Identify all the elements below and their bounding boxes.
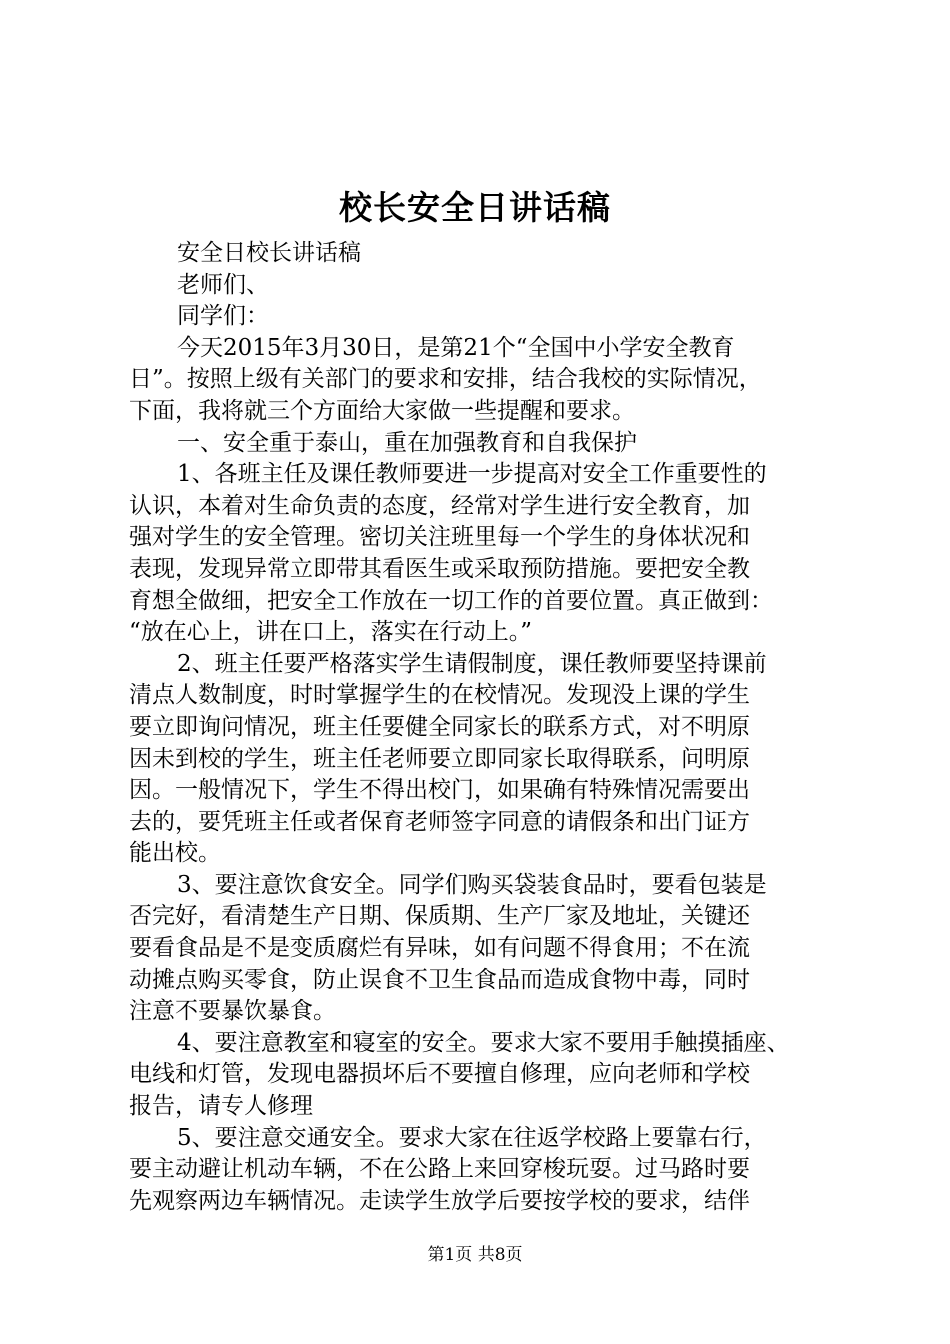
page-number-footer: 第1页 共8页 [427, 1245, 523, 1265]
text-line: 动摊点购买零食，防止误食不卫生食品而造成食物中毒，同时 [129, 966, 750, 993]
text-line: 先观察两边车辆情况。走读学生放学后要按学校的要求，结伴 [129, 1187, 750, 1214]
salutation-students: 同学们： [177, 303, 269, 330]
text-line: 今天2015年3月30日，是第21个“全国中小学安全教育 [177, 334, 735, 361]
text-line: 因未到校的学生，班主任老师要立即同家长取得联系，问明原 [129, 745, 750, 772]
text-line: 1、各班主任及课任教师要进一步提高对安全工作重要性的 [177, 461, 767, 488]
text-line: 3、要注意饮食安全。同学们购买袋装食品时，要看包装是 [177, 871, 767, 898]
text-line: 要看食品是不是变质腐烂有异味，如有问题不得食用；不在流 [129, 935, 750, 962]
text-line: 2、班主任要严格落实学生请假制度，课任教师要坚持课前 [177, 650, 767, 677]
body-text [129, 333, 829, 1218]
text-line: 注意不要暴饮暴食。 [129, 998, 336, 1025]
text-line: 4、要注意教室和寝室的安全。要求大家不要用手触摸插座、 [177, 1029, 790, 1056]
text-line: 报告，请专人修理 [129, 1093, 313, 1120]
text-line: 表现，发现异常立即带其看医生或采取预防措施。要把安全教 [129, 555, 750, 582]
text-line: 否完好，看清楚生产日期、保质期、生产厂家及地址，关键还 [129, 903, 750, 930]
text-line: 要立即询问情况，班主任要健全同家长的联系方式，对不明原 [129, 713, 750, 740]
document-subtitle: 安全日校长讲话稿 [177, 240, 361, 266]
salutation-teachers: 老师们、 [177, 271, 269, 298]
text-line: 要主动避让机动车辆，不在公路上来回穿梭玩耍。过马路时要 [129, 1156, 750, 1183]
text-line: 强对学生的安全管理。密切关注班里每一个学生的身体状况和 [129, 524, 750, 551]
text-line: 下面，我将就三个方面给大家做一些提醒和要求。 [129, 397, 635, 424]
page-title: 校长安全日讲话稿 [339, 188, 611, 227]
text-line: 因。一般情况下，学生不得出校门，如果确有特殊情况需要出 [129, 777, 750, 804]
text-line: 电线和灯管，发现电器损坏后不要擅自修理，应向老师和学校 [129, 1061, 750, 1088]
text-line: 育想全做细，把安全工作放在一切工作的首要位置。真正做到： [129, 587, 773, 614]
text-line: 日”。按照上级有关部门的要求和安排，结合我校的实际情况， [129, 366, 762, 393]
text-line: 认识，本着对生命负责的态度，经常对学生进行安全教育，加 [129, 492, 750, 519]
text-line: 清点人数制度，时时掌握学生的在校情况。发现没上课的学生 [129, 682, 750, 709]
text-line: 一、安全重于泰山，重在加强教育和自我保护 [177, 429, 637, 456]
text-line: “放在心上，讲在口上，落实在行动上。” [129, 619, 533, 646]
text-line: 去的，要凭班主任或者保育老师签字同意的请假条和出门证方 [129, 808, 750, 835]
text-line: 能出校。 [129, 840, 221, 867]
document-body [129, 238, 829, 1217]
text-line: 5、要注意交通安全。要求大家在往返学校路上要靠右行， [177, 1124, 767, 1151]
